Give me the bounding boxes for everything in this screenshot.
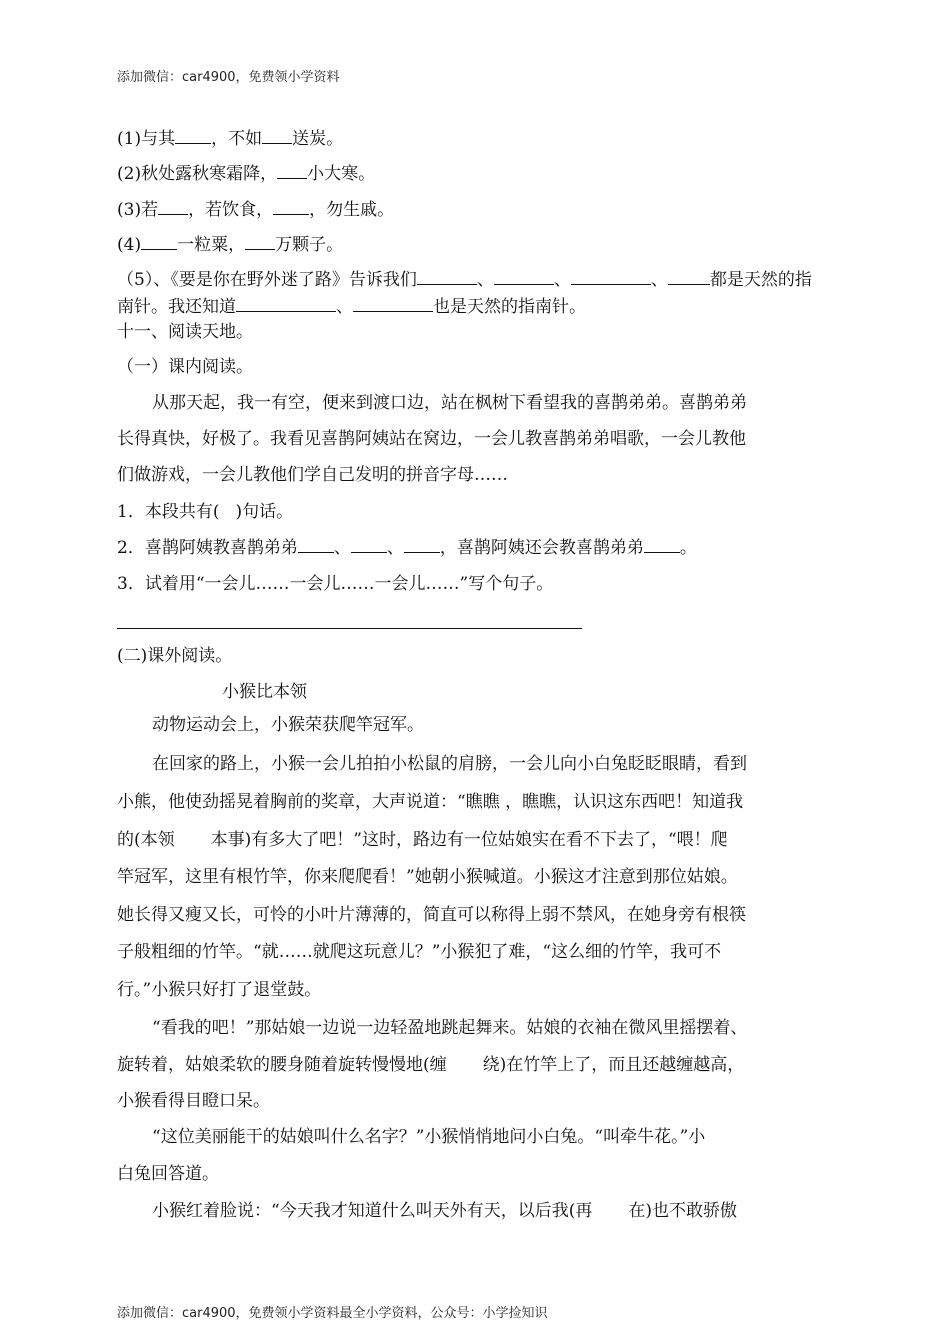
fill-question-1: (1)与其 ，不如 送炭。	[117, 129, 344, 149]
story-line: 旋转着，姑娘柔软的腰身随着旋转慢慢地(缠 绕)在竹竿上了，而且还越缠越高，	[117, 1055, 745, 1075]
story-line: 白兔回答道。	[117, 1164, 219, 1184]
story-line: 小熊，他使劲摇晃着胸前的奖章，大声说道：“瞧瞧 ，瞧瞧，认识这东西吧！知道我	[117, 792, 744, 812]
part1-question-1: 1．本段共有( )句话。	[117, 502, 294, 522]
story-line: 她长得又瘦又长，可怜的小叶片薄薄的，简直可以称得上弱不禁风，在她身旁有根筷	[117, 905, 746, 925]
story-line: 小猴红着脸说：“今天我才知道什么叫天外有天，以后我(再 在)也不敢骄傲	[152, 1201, 737, 1221]
answer-blank[interactable]	[141, 248, 177, 250]
part1-para-line: 长得真快，好极了。我看见喜鹊阿姨站在窝边，一会儿教喜鹊弟弟唱歌，一会儿教他	[117, 429, 746, 449]
story-line: 在回家的路上，小猴一会儿拍拍小松鼠的肩膀，一会儿向小白兔眨眨眼睛，看到	[152, 754, 747, 774]
page-header: 添加微信：car4900，免费领小学资料	[117, 70, 340, 85]
answer-blank[interactable]	[298, 551, 334, 553]
fill-question-5: （5）、《要是你在野外迷了路》告诉我们 、 、 、 都是天然的指	[117, 270, 812, 290]
answer-blank[interactable]	[494, 283, 554, 285]
fill-question-3: (3)若 ，若饮食， ，勿生戚。	[117, 200, 395, 220]
part1-para-line: 从那天起，我一有空，便来到渡口边，站在枫树下看望我的喜鹊弟弟。喜鹊弟弟	[152, 393, 747, 413]
part1-question-2: 2．喜鹊阿姨教喜鹊弟弟 、 、 ，喜鹊阿姨还会教喜鹊弟弟 。	[117, 538, 697, 558]
answer-blank[interactable]	[236, 310, 336, 312]
story-line: 竿冠军，这里有根竹竿，你来爬爬看！”她朝小猴喊道。小猴这才注意到那位姑娘。	[117, 867, 738, 887]
story-line: 子般粗细的竹竿。“就……就爬这玩意儿？”小猴犯了难，“这么细的竹竿，我可不	[117, 942, 722, 962]
fill-question-2: (2)秋处露秋寒霜降， 小大寒。	[117, 164, 376, 184]
answer-blank[interactable]	[644, 551, 680, 553]
story-line: “看我的吧！”那姑娘一边说一边轻盈地跳起舞来。姑娘的衣袖在微风里摇摆着、	[152, 1018, 748, 1038]
answer-line[interactable]	[117, 628, 582, 629]
story-line: 的(本领 本事)有多大了吧！”这时，路边有一位姑娘实在看不下去了，“喂！爬	[117, 830, 728, 850]
story-title: 小猴比本领	[222, 682, 307, 702]
part1-question-3: 3．试着用“一会儿……一会儿……一会儿……”写个句子。	[117, 574, 554, 594]
story-line: 小猴看得目瞪口呆。	[117, 1091, 270, 1111]
answer-blank[interactable]	[175, 142, 211, 144]
answer-blank[interactable]	[417, 283, 477, 285]
page-footer: 添加微信：car4900，免费领小学资料最全小学资料，公众号：小学捡知识	[117, 1306, 548, 1321]
part1-heading: （一）课内阅读。	[117, 357, 253, 377]
part2-heading: (二)课外阅读。	[117, 646, 233, 666]
section-11-heading: 十一、阅读天地。	[117, 322, 253, 342]
answer-blank[interactable]	[273, 213, 309, 215]
fill-question-4: (4) 一粒粟， 万颗子。	[117, 235, 344, 255]
answer-blank[interactable]	[277, 177, 307, 179]
answer-blank[interactable]	[571, 283, 651, 285]
story-line: 行。”小猴只好打了退堂鼓。	[117, 980, 322, 1000]
answer-blank[interactable]	[245, 248, 275, 250]
story-line: 动物运动会上，小猴荣获爬竿冠军。	[152, 715, 424, 735]
part1-para-line: 们做游戏，一会儿教他们学自己发明的拼音字母……	[117, 465, 508, 485]
fill-question-5-cont: 南针。我还知道 、 也是天然的指南针。	[117, 297, 586, 317]
answer-blank[interactable]	[262, 142, 292, 144]
story-line: “这位美丽能干的姑娘叫什么名字？”小猴悄悄地问小白兔。“叫牵牛花。”小	[152, 1127, 706, 1147]
answer-blank[interactable]	[158, 213, 188, 215]
answer-blank[interactable]	[351, 551, 387, 553]
answer-blank[interactable]	[404, 551, 440, 553]
answer-blank[interactable]	[668, 283, 710, 285]
answer-blank[interactable]	[353, 310, 433, 312]
